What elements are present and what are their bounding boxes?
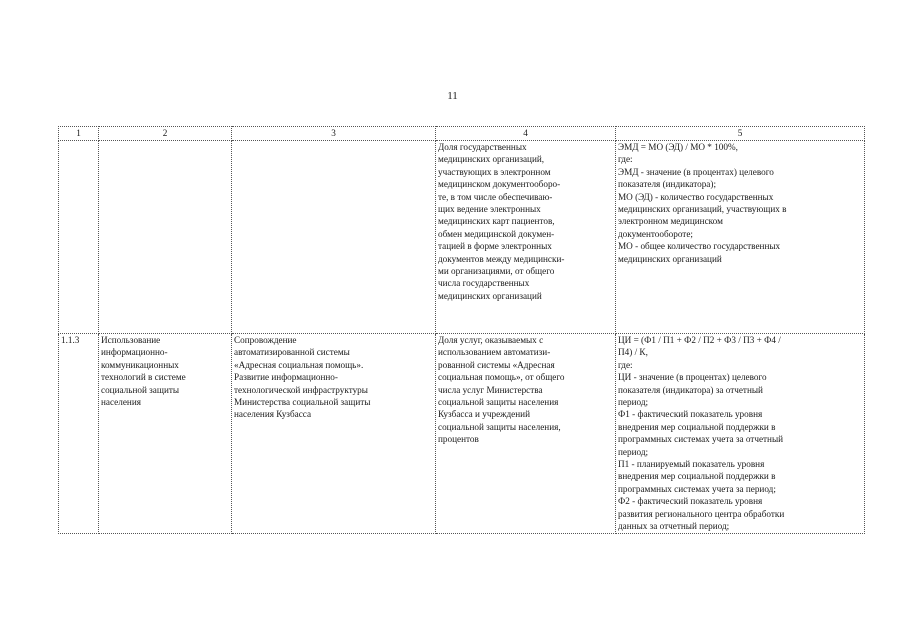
text-line: показателя (индикатора); — [618, 179, 717, 190]
text-line: период; — [618, 446, 649, 457]
table-row-1-1-3 — [59, 334, 865, 534]
text-line: Доля услуг, оказываемых с — [438, 335, 544, 345]
text-line: внедрения мер социальной поддержки в — [618, 421, 776, 432]
text-line: медицинских организаций — [438, 290, 542, 301]
table-row-continuation — [59, 141, 865, 334]
header-col-2: 2 — [99, 127, 232, 141]
text-line: ЭМД - значение (в процентах) целевого — [618, 166, 774, 177]
text-line: документообороте; — [618, 228, 693, 239]
text-line: те, в том числе обеспечиваю- — [438, 191, 553, 202]
text-line: Использование — [101, 335, 161, 345]
text-line: процентов — [438, 434, 479, 445]
text-line: где: — [618, 154, 633, 165]
cell-number-empty — [59, 141, 99, 334]
text-line: тацией в форме электронных — [438, 241, 552, 252]
text-line: Развитие информационно- — [234, 372, 338, 383]
text-line: социальная помощь», от общего — [438, 372, 565, 383]
text-line: МО (ЭД) - количество государственных — [618, 191, 774, 202]
text-line: технологической инфраструктуры — [234, 384, 368, 395]
cell-formula — [616, 141, 865, 334]
text-line: данных за отчетный период; — [618, 521, 730, 532]
text-line: медицинских организаций, — [438, 154, 545, 165]
header-col-1: 1 — [59, 127, 99, 141]
text-line: программных системах учета за отчетный — [618, 434, 784, 445]
text-line: обмен медицинской докумен- — [438, 228, 555, 239]
text-line: Кузбасса и учреждений — [438, 409, 531, 420]
text-line: ЭМД = МО (ЭД) / МО * 100%, — [618, 142, 738, 152]
text-line: МО - общее количество государственных — [618, 241, 781, 252]
text-line: «Адресная социальная помощь». — [234, 359, 364, 370]
text-line: автоматизированной системы — [234, 347, 350, 358]
text-line: щих ведение электронных — [438, 204, 541, 215]
text-line: Доля государственных — [438, 142, 527, 152]
cell-direction — [99, 334, 232, 534]
indicator-table — [58, 126, 865, 534]
text-line: Ф2 - фактический показатель уровня — [618, 496, 763, 507]
text-line: участвующих в электронном — [438, 166, 551, 177]
header-col-3: 3 — [232, 127, 436, 141]
text-line: социальной защиты — [101, 384, 180, 395]
text-line: социальной защиты населения — [438, 397, 559, 408]
text-line: показателя (индикатора) за отчетный — [618, 384, 763, 395]
text-line: Ф1 - фактический показатель уровня — [618, 409, 763, 420]
text-line: развития регионального центра обработки — [618, 508, 785, 519]
cell-measure — [232, 334, 436, 534]
text-line: ми организациями, от общего — [438, 266, 555, 277]
text-line: коммуникационных — [101, 359, 179, 370]
text-line: технологий в системе — [101, 372, 186, 383]
text-line: ЦИ = (Ф1 / П1 + Ф2 / П2 + Ф3 / П3 + Ф4 / — [618, 335, 781, 345]
text-line: населения Кузбасса — [234, 409, 312, 420]
text-line: информационно- — [101, 347, 168, 358]
text-line: медицинских организаций, участвующих в — [618, 204, 787, 215]
page-number: 11 — [447, 90, 458, 102]
cell-formula — [616, 334, 865, 534]
text-line: электронном медицинском — [618, 216, 723, 227]
text-line: где: — [618, 359, 633, 370]
text-line: социальной защиты населения, — [438, 421, 561, 432]
text-line: документов между медицински- — [438, 253, 565, 264]
cell-direction-empty — [99, 141, 232, 334]
cell-row-number: 1.1.3 — [59, 334, 99, 534]
text-line: внедрения мер социальной поддержки в — [618, 471, 776, 482]
text-line: программных системах учета за период; — [618, 483, 776, 494]
text-line: Сопровождение — [234, 335, 297, 345]
text-line: П1 - планируемый показатель уровня — [618, 459, 765, 470]
text-line: медицинских организаций — [618, 253, 722, 264]
header-col-4: 4 — [436, 127, 616, 141]
text-line: медицинских карт пациентов, — [438, 216, 555, 227]
text-line: ЦИ - значение (в процентах) целевого — [618, 372, 767, 383]
text-line: рованной системы «Адресная — [438, 359, 555, 370]
cell-measure-empty — [232, 141, 436, 334]
text-line: населения — [101, 397, 141, 408]
cell-indicator-name — [436, 141, 616, 334]
text-line: период; — [618, 397, 649, 408]
text-line: числа государственных — [438, 278, 530, 289]
text-line: числа услуг Министерства — [438, 384, 543, 395]
cell-indicator-name — [436, 334, 616, 534]
text-line: П4) / К, — [618, 347, 648, 358]
header-col-5: 5 — [616, 127, 865, 141]
text-line: медицинском документооборо- — [438, 179, 561, 190]
text-line: использованием автоматизи- — [438, 347, 551, 358]
table-header-row — [59, 127, 865, 141]
text-line: Министерства социальной защиты — [234, 397, 371, 408]
